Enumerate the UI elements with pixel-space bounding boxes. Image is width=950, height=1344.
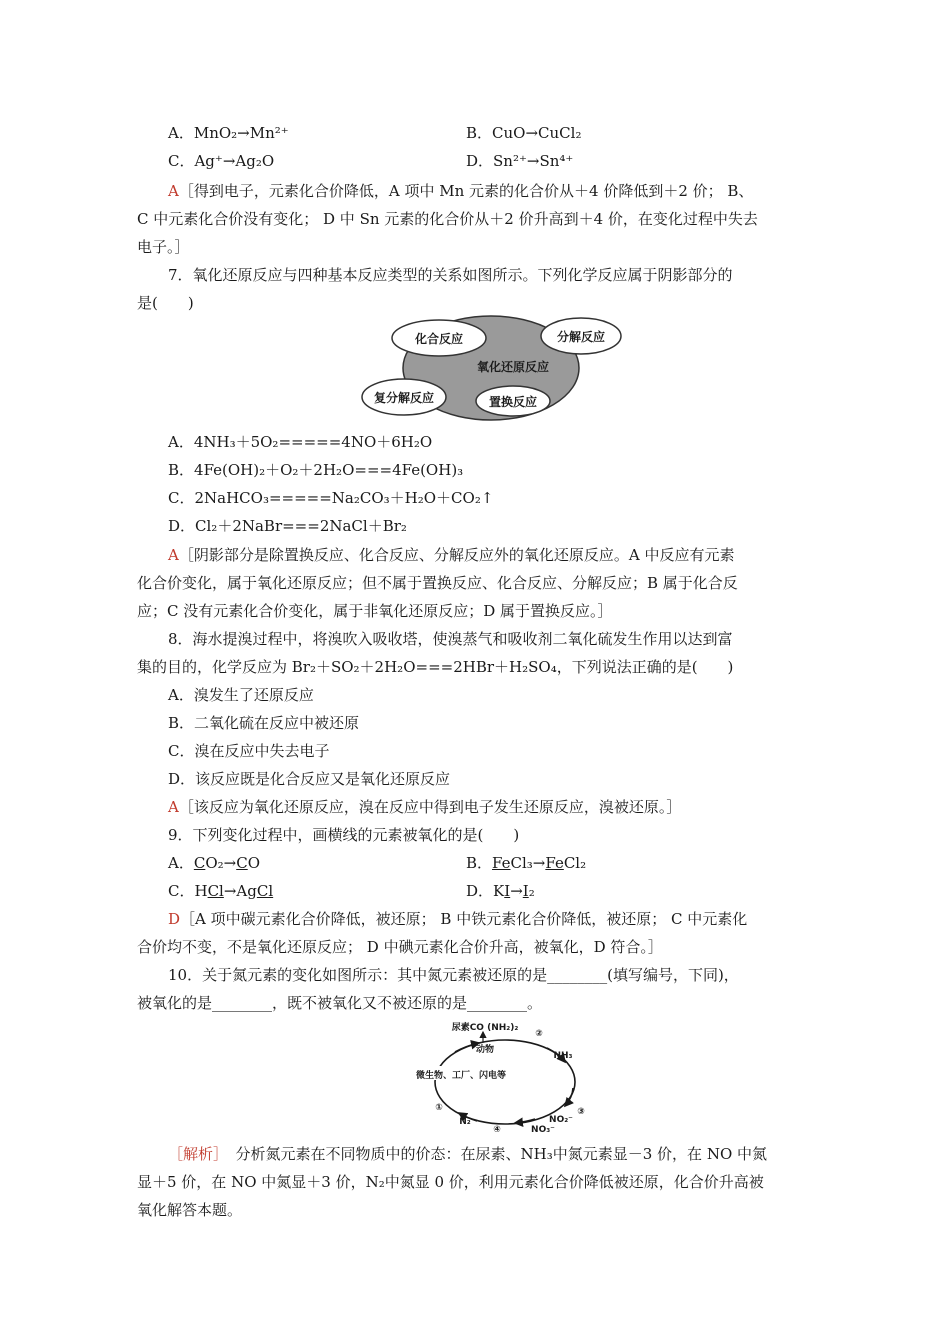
q9-option-c-underlined-1: Cl (207, 882, 224, 900)
q9-option-b (466, 853, 586, 873)
q9-option-d-underlined-1: I (504, 882, 511, 900)
q8-option-b: B．二氧化硫在反应中被还原 (168, 714, 360, 732)
step-1-label: ① (435, 1103, 443, 1113)
animal-label: 动物 (475, 1045, 495, 1055)
q9-answer: D (168, 910, 181, 928)
no3-label: NO₃⁻ (531, 1125, 555, 1134)
q10-analysis-line-3: 氧化解答本题。 (137, 1201, 243, 1219)
q7-option-d: D．Cl₂＋2NaBr===2NaCl＋Br₂ (168, 517, 407, 535)
q6-option-d: D．Sn²⁺→Sn⁴⁺ (466, 152, 574, 170)
q6-explanation-line-2: C 中元素化合价没有变化； D 中 Sn 元素的化合价从＋2 价升高到＋4 价，在变化过程中失去 (137, 210, 758, 228)
q7-stem-line-2: 是( ) (137, 294, 194, 312)
q6-answer: A (168, 182, 179, 200)
double-replacement-label: 复分解反应 (373, 391, 435, 405)
q9-option-b-underlined-2: Fe (545, 854, 564, 872)
q8-option-c: C．溴在反应中失去电子 (168, 742, 330, 760)
q9-option-b-underlined-1: Fe (492, 854, 511, 872)
q9-option-d-underlined-2: I (522, 882, 529, 900)
q6-explanation-line-3: 电子。］ (137, 238, 190, 256)
step-4-label: ④ (493, 1125, 501, 1134)
q9-option-b-text-2: Cl₃→ (510, 854, 546, 872)
q9-stem: 9．下列变化过程中，画横线的元素被氧化的是( ) (168, 826, 520, 844)
nh3-label: NH₃ (553, 1051, 573, 1061)
step-3-label: ③ (577, 1107, 585, 1117)
n2-label: N₂ (459, 1117, 471, 1127)
q9-option-b-text-4: Cl₂ (563, 854, 587, 872)
q9-option-d (466, 881, 535, 901)
q9-option-c-label: C． (168, 882, 195, 900)
decomposition-label: 分解反应 (556, 330, 606, 344)
q10-stem-line-1: 10．关于氮元素的变化如图所示：其中氮元素被还原的是________(填写编号，下同)， (168, 966, 739, 984)
q10-analysis-line-1 (168, 1144, 767, 1164)
q9-explanation-line-1 (168, 909, 747, 929)
q8-option-a: A．溴发生了还原反应 (168, 686, 314, 704)
reaction-types-diagram (360, 315, 630, 425)
q6-option-b: B．CuO→CuCl₂ (466, 124, 582, 142)
q7-option-a: A．4NH₃＋5O₂=====4NO＋6H₂O (168, 433, 433, 451)
q9-option-c-text-1: H (194, 882, 208, 900)
q9-option-c-text-3: →Ag (223, 882, 257, 900)
q7-explanation-line-3: 应；C 没有元素化合价变化，属于非氧化还原反应；D 属于置换反应。］ (137, 602, 613, 620)
q9-option-c (168, 881, 273, 901)
microbe-label: 微生物、工厂、闪电等 (415, 1071, 507, 1081)
q9-explanation-line-2: 合价均不变，不是氧化还原反应； D 中碘元素化合价升高，被氧化，D 符合。］ (137, 938, 663, 956)
q9-option-c-underlined-2: Cl (256, 882, 274, 900)
q8-explanation-line-1 (168, 797, 681, 817)
q7-explanation-line-1 (168, 545, 734, 565)
q7-stem-line-1: 7．氧化还原反应与四种基本反应类型的关系如图所示。下列化学反应属于阴影部分的 (168, 266, 733, 284)
q8-stem-line-1: 8．海水提溴过程中，将溴吹入吸收塔，使溴蒸气和吸收剂二氧化硫发生作用以达到富 (168, 630, 733, 648)
q8-option-d: D．该反应既是化合反应又是氧化还原反应 (168, 770, 451, 788)
q10-stem-line-2: 被氧化的是________，既不被氧化又不被还原的是________。 (137, 994, 543, 1012)
q7-explain-1: ［阴影部分是除置换反应、化合反应、分解反应外的氧化还原反应。A 中反应有元素 (178, 546, 735, 564)
replacement-label: 置换反应 (488, 395, 538, 409)
q6-option-a: A．MnO₂→Mn²⁺ (168, 124, 289, 142)
q7-explanation-line-2: 化合价变化，属于氧化还原反应；但不属于置换反应、化合反应、分解反应；B 属于化合反 (137, 574, 738, 592)
q8-explain-1: ［该反应为氧化还原反应，溴在反应中得到电子发生还原反应，溴被还原。］ (178, 798, 682, 816)
q7-answer: A (168, 546, 179, 564)
no2-label: NO₂⁻ (549, 1115, 573, 1125)
q9-option-d-text-1: K (493, 882, 505, 900)
urea-label: 尿素CO (NH₂)₂ (451, 1023, 519, 1033)
combination-label: 化合反应 (414, 332, 464, 346)
q7-option-b: B．4Fe(OH)₂＋O₂＋2H₂O===4Fe(OH)₃ (168, 461, 464, 479)
q9-option-a-label: A． (168, 854, 194, 872)
q10-analysis-line-2: 显＋5 价，在 NO 中氮显＋3 价，N₂中氮显 0 价，利用元素化合价降低被还原，化合价升高被 (137, 1173, 764, 1191)
arrow-to-no2 (565, 1088, 573, 1106)
q8-answer: A (168, 798, 179, 816)
analysis-tag: ［解析］ (168, 1145, 221, 1163)
q9-option-b-label: B． (466, 854, 493, 872)
q9-option-a-text-4: O (247, 854, 261, 872)
nitrogen-cycle-diagram (395, 1018, 605, 1134)
q7-option-c: C．2NaHCO₃=====Na₂CO₃＋H₂O＋CO₂↑ (168, 489, 494, 507)
q9-option-a-underlined-2: C (236, 854, 248, 872)
q9-option-a (168, 853, 260, 873)
q9-option-a-underlined-1: C (193, 854, 206, 872)
q10-analysis-1: 分析氮元素在不同物质中的价态：在尿素、NH₃中氮元素显－3 价，在 NO 中氮 (220, 1145, 768, 1163)
step-2-label: ② (535, 1029, 543, 1039)
q9-option-d-text-5: ₂ (528, 882, 535, 900)
q9-option-d-label: D． (466, 882, 494, 900)
q6-explain-1: ［得到电子，元素化合价降低，A 项中 Mn 元素的化合价从＋4 价降低到＋2 价； B、 (178, 182, 754, 200)
q6-explanation-line-1 (168, 181, 753, 201)
q8-stem-line-2: 集的目的，化学反应为 Br₂＋SO₂＋2H₂O===2HBr＋H₂SO₄，下列说法正确的是( ) (137, 658, 734, 676)
q9-explain-1: ［A 项中碳元素化合价降低，被还原； B 中铁元素化合价降低，被还原； C 中元素化 (180, 910, 748, 928)
q9-option-a-text-2: O₂→ (205, 854, 237, 872)
q9-option-d-text-3: → (510, 882, 523, 900)
q6-option-c: C．Ag⁺→Ag₂O (168, 152, 275, 170)
redox-label: 氧化还原反应 (476, 360, 550, 374)
